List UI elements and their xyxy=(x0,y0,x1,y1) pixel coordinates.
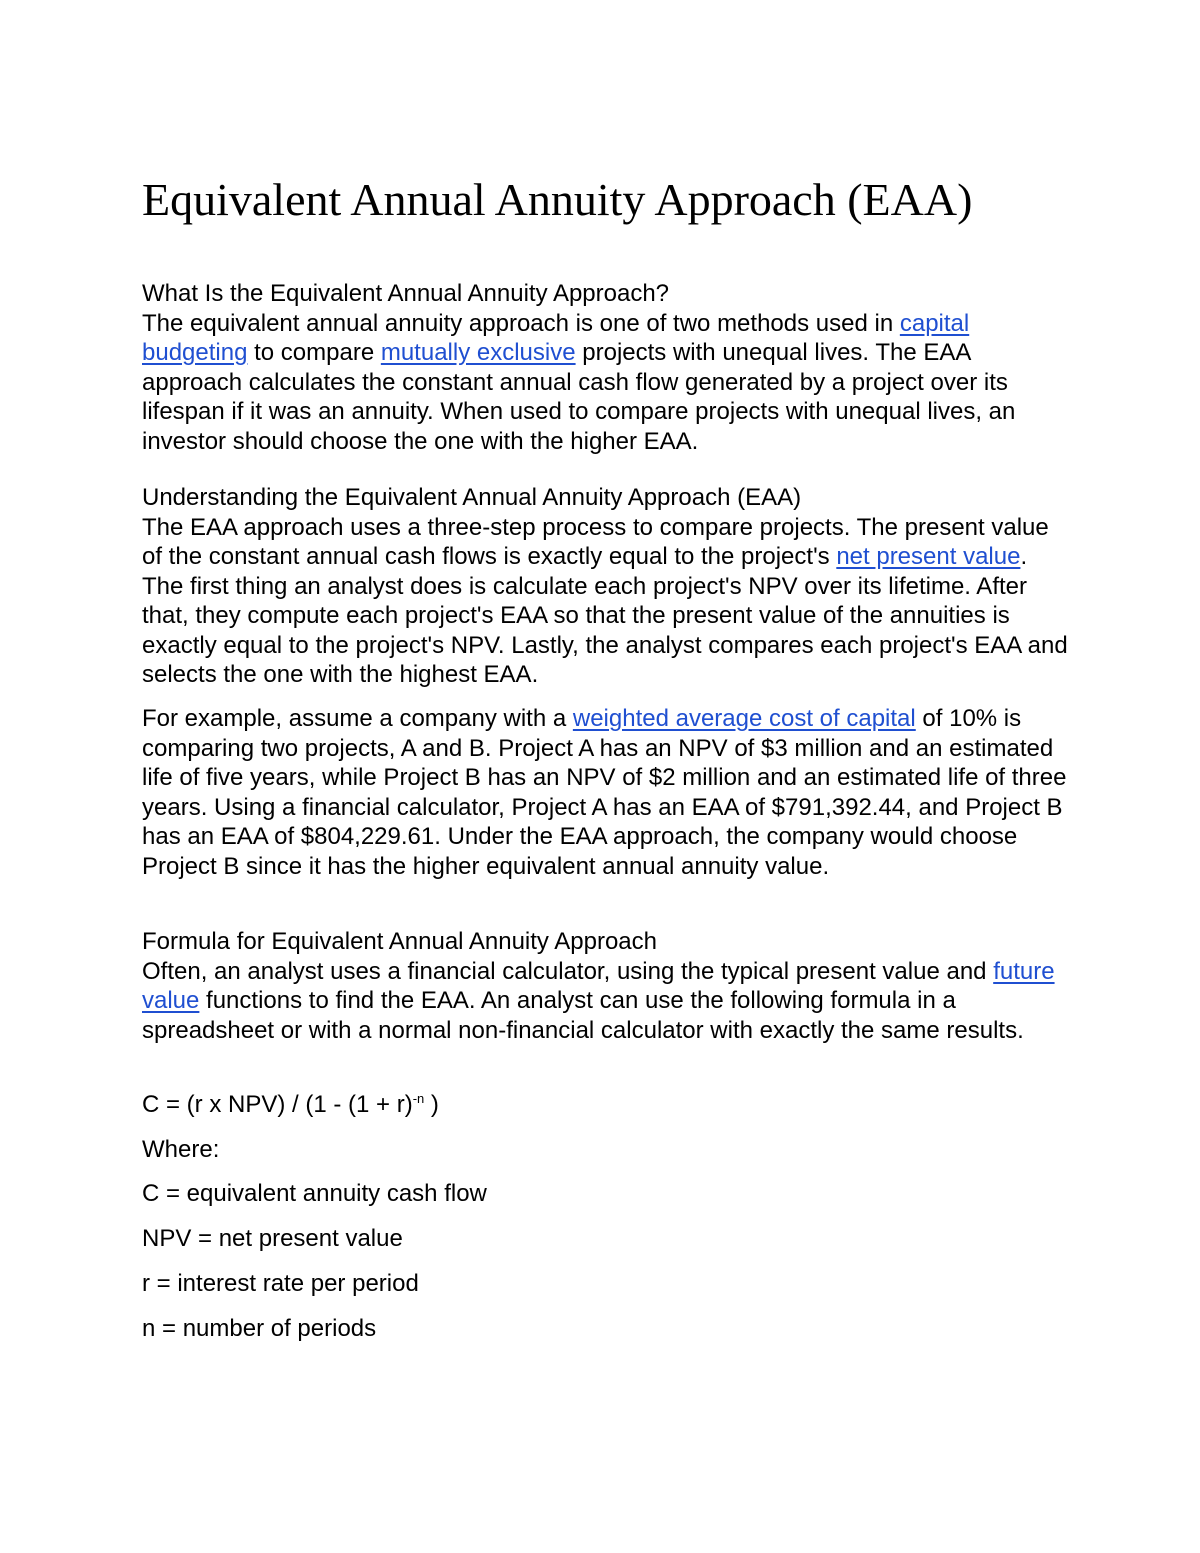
text-run: For example, assume a company with a xyxy=(142,705,573,732)
definition-n: n = number of periods xyxy=(142,1315,377,1342)
formula-exponent: -n xyxy=(412,1091,425,1106)
document-title: Equivalent Annual Annuity Approach (EAA) xyxy=(142,174,973,225)
text-run: The equivalent annual annuity approach is one of two methods used in xyxy=(142,309,900,337)
paragraph-three-step xyxy=(142,513,1072,690)
definition-npv: NPV = net present value xyxy=(142,1225,403,1252)
text-run: to compare xyxy=(247,339,381,366)
text-run: projects with unequal lives. The EAA approach calculates the constant annual cash flow generated by a project over its lifespan if it was an annuity. When used to compare projects with unequal lives, an investor should choose the one with the higher EAA. xyxy=(142,339,1016,455)
formula xyxy=(142,1090,439,1120)
formula-main: C = (r x NPV) / (1 - (1 + r) xyxy=(142,1091,413,1118)
paragraph-formula-intro xyxy=(142,957,1072,1046)
link-capital-budgeting[interactable]: capital budgeting xyxy=(142,309,970,366)
text-run: . The first thing an analyst does is calculate each project's NPV over its lifetime. After that, they compute each project's EAA so that the present value of the annuities is exactly equal to the project's NPV. Lastly, the analyst compares each project's EAA and selects the one with the highest EAA. xyxy=(142,543,1068,688)
link-net-present-value[interactable]: net present value xyxy=(836,543,1021,570)
paragraph-definition xyxy=(142,309,1072,457)
text-run: The EAA approach uses a three-step process to compare projects. The present value of the constant annual cash flows is exactly equal to the project's xyxy=(142,513,1049,570)
section-understanding xyxy=(142,483,1072,690)
section-heading-understanding: Understanding the Equivalent Annual Annuity Approach (EAA) xyxy=(142,484,802,511)
section-formula xyxy=(142,927,1072,1045)
text-run: functions to find the EAA. An analyst can use the following formula in a spreadsheet or with a normal non-financial calculator with exactly the same results. xyxy=(142,987,1024,1044)
section-heading-what-is: What Is the Equivalent Annual Annuity Approach? xyxy=(142,280,670,307)
link-future-value[interactable]: future value xyxy=(142,957,1055,1014)
paragraph-example xyxy=(142,704,1072,881)
link-wacc[interactable]: weighted average cost of capital xyxy=(572,705,916,732)
where-label: Where: xyxy=(142,1136,220,1163)
text-run: of 10% is comparing two projects, A and B. Project A has an NPV of $3 million and an estimated life of five years, while Project B has an NPV of $2 million and an estimated life of three years. Using a financial calculator, Project A has an EAA of $791,392.44, and Project B has an EAA of $804,229.61. Under the EAA approach, the company would choose Project B since it has the higher equivalent annual annuity value. xyxy=(142,705,1067,880)
definition-c: C = equivalent annuity cash flow xyxy=(142,1180,487,1207)
link-mutually-exclusive[interactable]: mutually exclusive xyxy=(380,339,576,366)
formula-close: ) xyxy=(424,1091,439,1118)
section-example xyxy=(142,704,1072,881)
text-run: Often, an analyst uses a financial calculator, using the typical present value and xyxy=(142,957,994,985)
definition-r: r = interest rate per period xyxy=(142,1270,419,1297)
section-what-is xyxy=(142,279,1072,456)
section-heading-formula: Formula for Equivalent Annual Annuity Approach xyxy=(142,928,657,955)
